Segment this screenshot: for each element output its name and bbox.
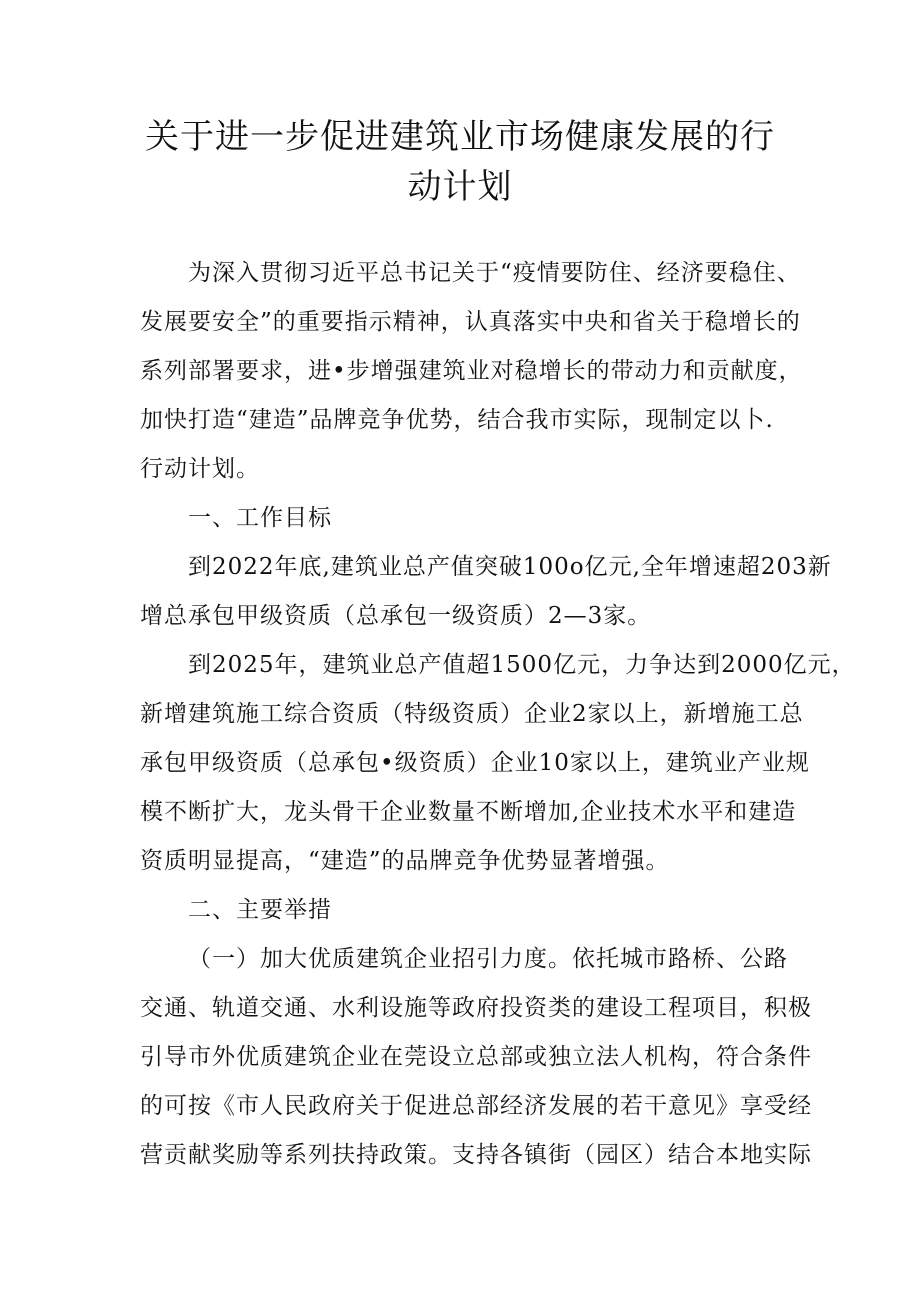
paragraph-line: 新增建筑施工综合资质（特级资质）企业2家以上，新增施工总 (140, 701, 804, 727)
section-heading: 二、主要举措 (188, 897, 332, 923)
paragraph-line: 为深入贯彻习近平总书记关于“疫情要防住、经济要稳住、 (188, 260, 801, 286)
section-heading: 一、工作目标 (188, 505, 332, 531)
paragraph-line: 资质明显提高，“建造”的品牌竞争优势显著增强。 (140, 848, 670, 874)
paragraph-line: 到2025年，建筑业总产值超1500亿元，力争达到2000亿元， (188, 652, 856, 678)
paragraph-line: 模不断扩大，龙头骨干企业数量不断增加,企业技术水平和建造 (140, 799, 797, 825)
paragraph-line: 加快打造“建造”品牌竞争优势，结合我市实际，现制定以卜. (140, 407, 774, 433)
paragraph-line: 营贡献奖励等系列扶持政策。支持各镇街（园区）结合本地实际 (140, 1142, 812, 1168)
paragraph-line: （一）加大优质建筑企业招引力度。依托城市路桥、公路 (188, 946, 788, 972)
document-title-line-1: 关于进一步促进建筑业市场健康发展的行 (145, 117, 775, 157)
paragraph-line: 引导市外优质建筑企业在莞设立总部或独立法人机构，符合条件 (140, 1044, 812, 1070)
paragraph-line: 到2022年底,建筑业总产值突破100o亿元,全年增速超203新 (188, 554, 832, 580)
paragraph-line: 行动计划。 (140, 456, 260, 482)
paragraph-line: 系列部署要求，进•步增强建筑业对稳增长的带动力和贡献度， (140, 358, 803, 384)
paragraph-line: 的可按《市人民政府关于促进总部经济发展的若干意见》享受经 (140, 1093, 812, 1119)
paragraph-line: 承包甲级资质（总承包•级资质）企业10家以上，建筑业产业规 (140, 750, 810, 776)
document-title-line-2: 动计划 (407, 167, 513, 207)
paragraph-line: 发展要安全”的重要指示精神，认真落实中央和省关于稳增长的 (140, 309, 801, 335)
paragraph-line: 增总承包甲级资质（总承包一级资质）2—3家。 (140, 603, 652, 629)
paragraph-line: 交通、轨道交通、水利设施等政府投资类的建设工程项目，积极 (140, 995, 812, 1021)
